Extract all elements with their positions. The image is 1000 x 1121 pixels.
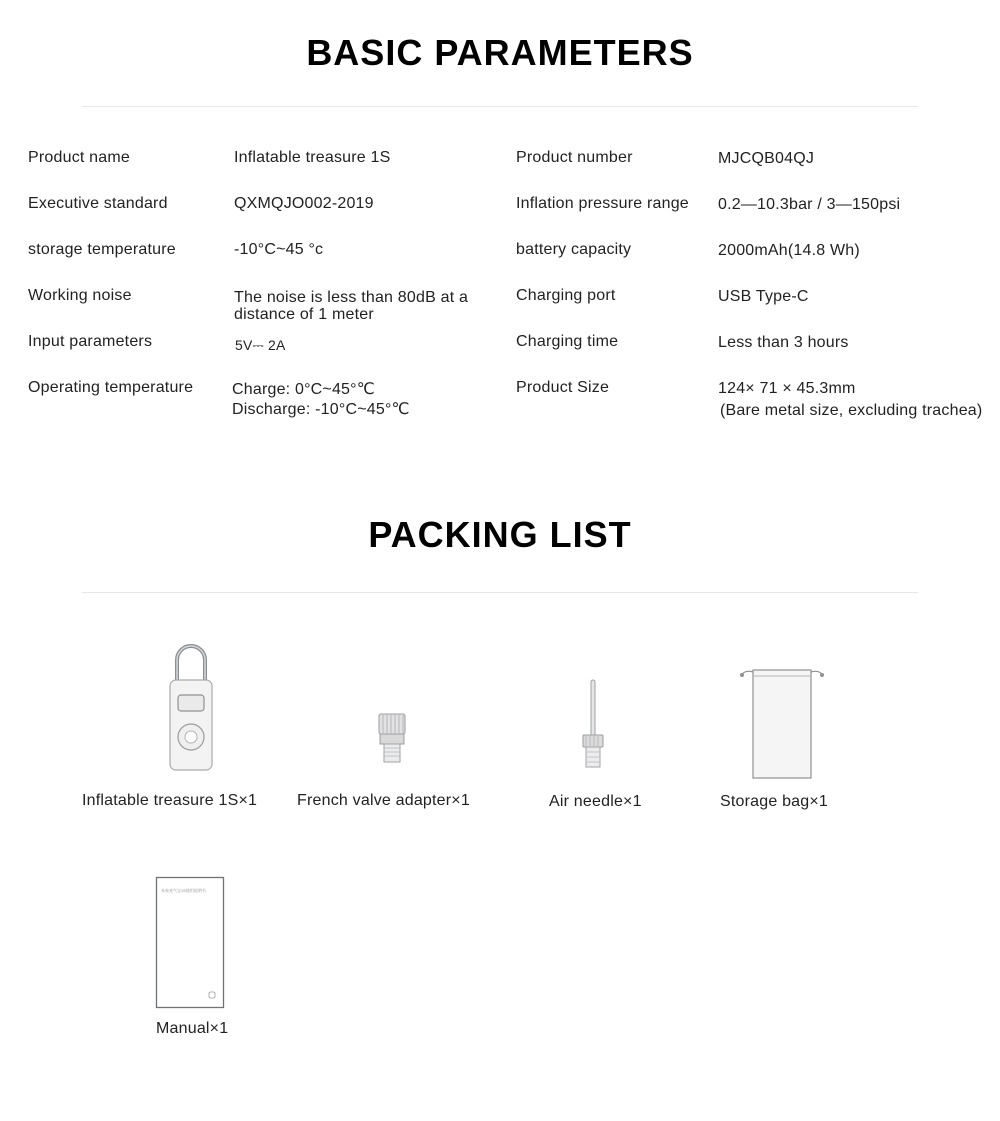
param-value-input-parameters: 5V⎓ 2A [235, 337, 286, 353]
param-value-operating-discharge: Discharge: -10°C~45°℃ [232, 401, 410, 418]
param-value-battery-capacity: 2000mAh(14.8 Wh) [718, 242, 860, 259]
divider [82, 106, 918, 107]
storage-bag-icon [738, 662, 826, 782]
packing-item-label: Air needle×1 [549, 793, 642, 810]
param-label-inflation-pressure: Inflation pressure range [516, 195, 689, 212]
manual-cover-text: 米家充气宝1S使用说明书 [161, 888, 206, 893]
packing-item-label: Storage bag×1 [720, 793, 829, 810]
valve-adapter-icon [374, 710, 410, 766]
param-value-product-name: Inflatable treasure 1S [234, 149, 391, 166]
param-label-charging-time: Charging time [516, 333, 619, 350]
param-value-charging-time: Less than 3 hours [718, 334, 849, 351]
param-value-operating-charge: Charge: 0°C~45°℃ [232, 381, 375, 398]
manual-icon [155, 876, 227, 1012]
param-label-storage-temperature: storage temperature [28, 241, 176, 258]
param-value-executive-standard: QXMQJO002-2019 [234, 195, 374, 212]
packing-item-label: French valve adapter×1 [297, 792, 470, 809]
param-value-product-size: 124× 71 × 45.3mm [718, 380, 856, 397]
param-label-working-noise: Working noise [28, 287, 132, 304]
divider [82, 592, 918, 593]
air-needle-icon [578, 678, 608, 770]
param-label-product-number: Product number [516, 149, 633, 166]
packing-item-label: Manual×1 [156, 1020, 229, 1037]
param-label-input-parameters: Input parameters [28, 333, 153, 350]
param-value-product-size-note: (Bare metal size, excluding trachea) [720, 402, 983, 419]
param-value-product-number: MJCQB04QJ [718, 150, 815, 167]
packing-item-label: Inflatable treasure 1S×1 [82, 792, 258, 809]
param-value-working-noise: The noise is less than 80dB at a distance of 1 meter [234, 289, 469, 323]
param-label-operating-temperature: Operating temperature [28, 379, 194, 396]
param-label-executive-standard: Executive standard [28, 195, 168, 212]
param-label-product-name: Product name [28, 149, 131, 166]
param-value-storage-temperature: -10°C~45 °c [234, 241, 324, 258]
param-label-product-size: Product Size [516, 379, 610, 396]
packing-list-title: PACKING LIST [368, 514, 632, 555]
param-value-charging-port: USB Type-C [718, 288, 809, 305]
param-label-battery-capacity: battery capacity [516, 241, 632, 258]
basic-parameters-title: BASIC PARAMETERS [306, 32, 694, 73]
param-label-charging-port: Charging port [516, 287, 616, 304]
inflator-icon [160, 636, 222, 774]
param-value-inflation-pressure: 0.2—10.3bar / 3—150psi [718, 196, 901, 213]
